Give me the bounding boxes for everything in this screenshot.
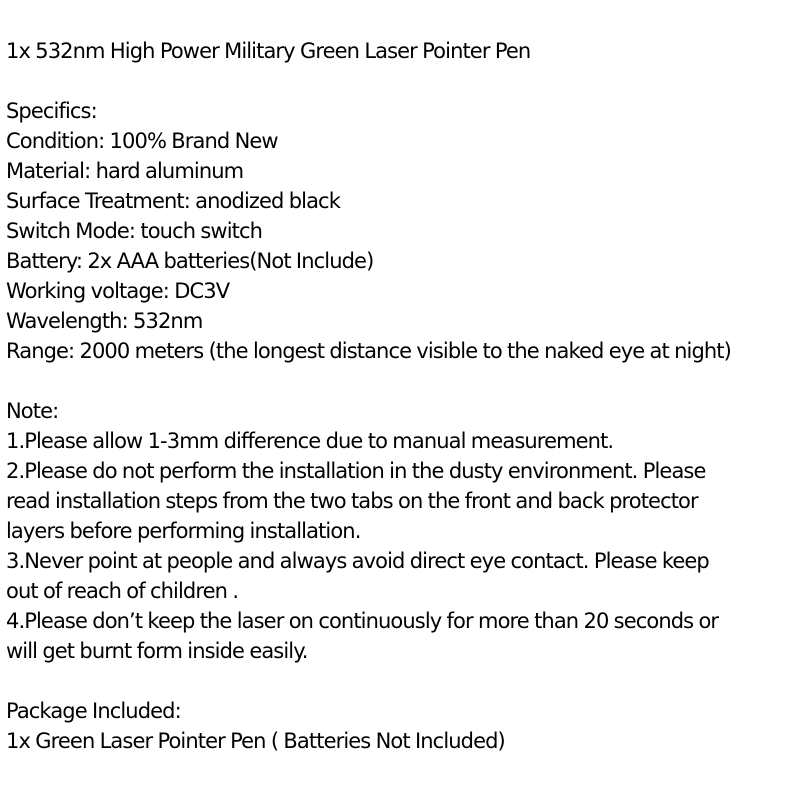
note-heading: Note: [6, 399, 59, 423]
spec-surface-treatment: Surface Treatment: anodized black [6, 189, 340, 213]
spec-switch-mode: Switch Mode: touch switch [6, 219, 263, 243]
specifics-heading: Specifics: [6, 99, 97, 123]
spec-battery: Battery: 2x AAA batteries(Not Include) [6, 249, 374, 273]
specifics-section [6, 96, 796, 366]
note-line: 1.Please allow 1-3mm difference due to manual measurement. [6, 429, 614, 453]
product-description [6, 36, 796, 756]
note-line: 2.Please do not perform the installation in the dusty environment. Please [6, 459, 706, 483]
product-title: 1x 532nm High Power Military Green Laser Pointer Pen [6, 39, 531, 63]
spec-condition: Condition: 100% Brand New [6, 129, 278, 153]
package-heading: Package Included: [6, 699, 181, 723]
spec-range: Range: 2000 meters (the longest distance visible to the naked eye at night) [6, 339, 731, 363]
note-line: 3.Never point at people and always avoid direct eye contact. Please keep [6, 549, 709, 573]
note-line: layers before performing installation. [6, 519, 361, 543]
note-line: out of reach of children . [6, 579, 239, 603]
spacer [6, 66, 796, 96]
spec-material: Material: hard aluminum [6, 159, 244, 183]
package-section [6, 696, 796, 756]
note-section [6, 396, 796, 666]
note-line: read installation steps from the two tabs on the front and back protector [6, 489, 698, 513]
note-line: will get burnt form inside easily. [6, 639, 308, 663]
spec-working-voltage: Working voltage: DC3V [6, 279, 230, 303]
spacer [6, 666, 796, 696]
note-line: 4.Please don’t keep the laser on continuously for more than 20 seconds or [6, 609, 719, 633]
spec-wavelength: Wavelength: 532nm [6, 309, 203, 333]
package-item: 1x Green Laser Pointer Pen ( Batteries Not Included) [6, 729, 505, 753]
spacer [6, 366, 796, 396]
